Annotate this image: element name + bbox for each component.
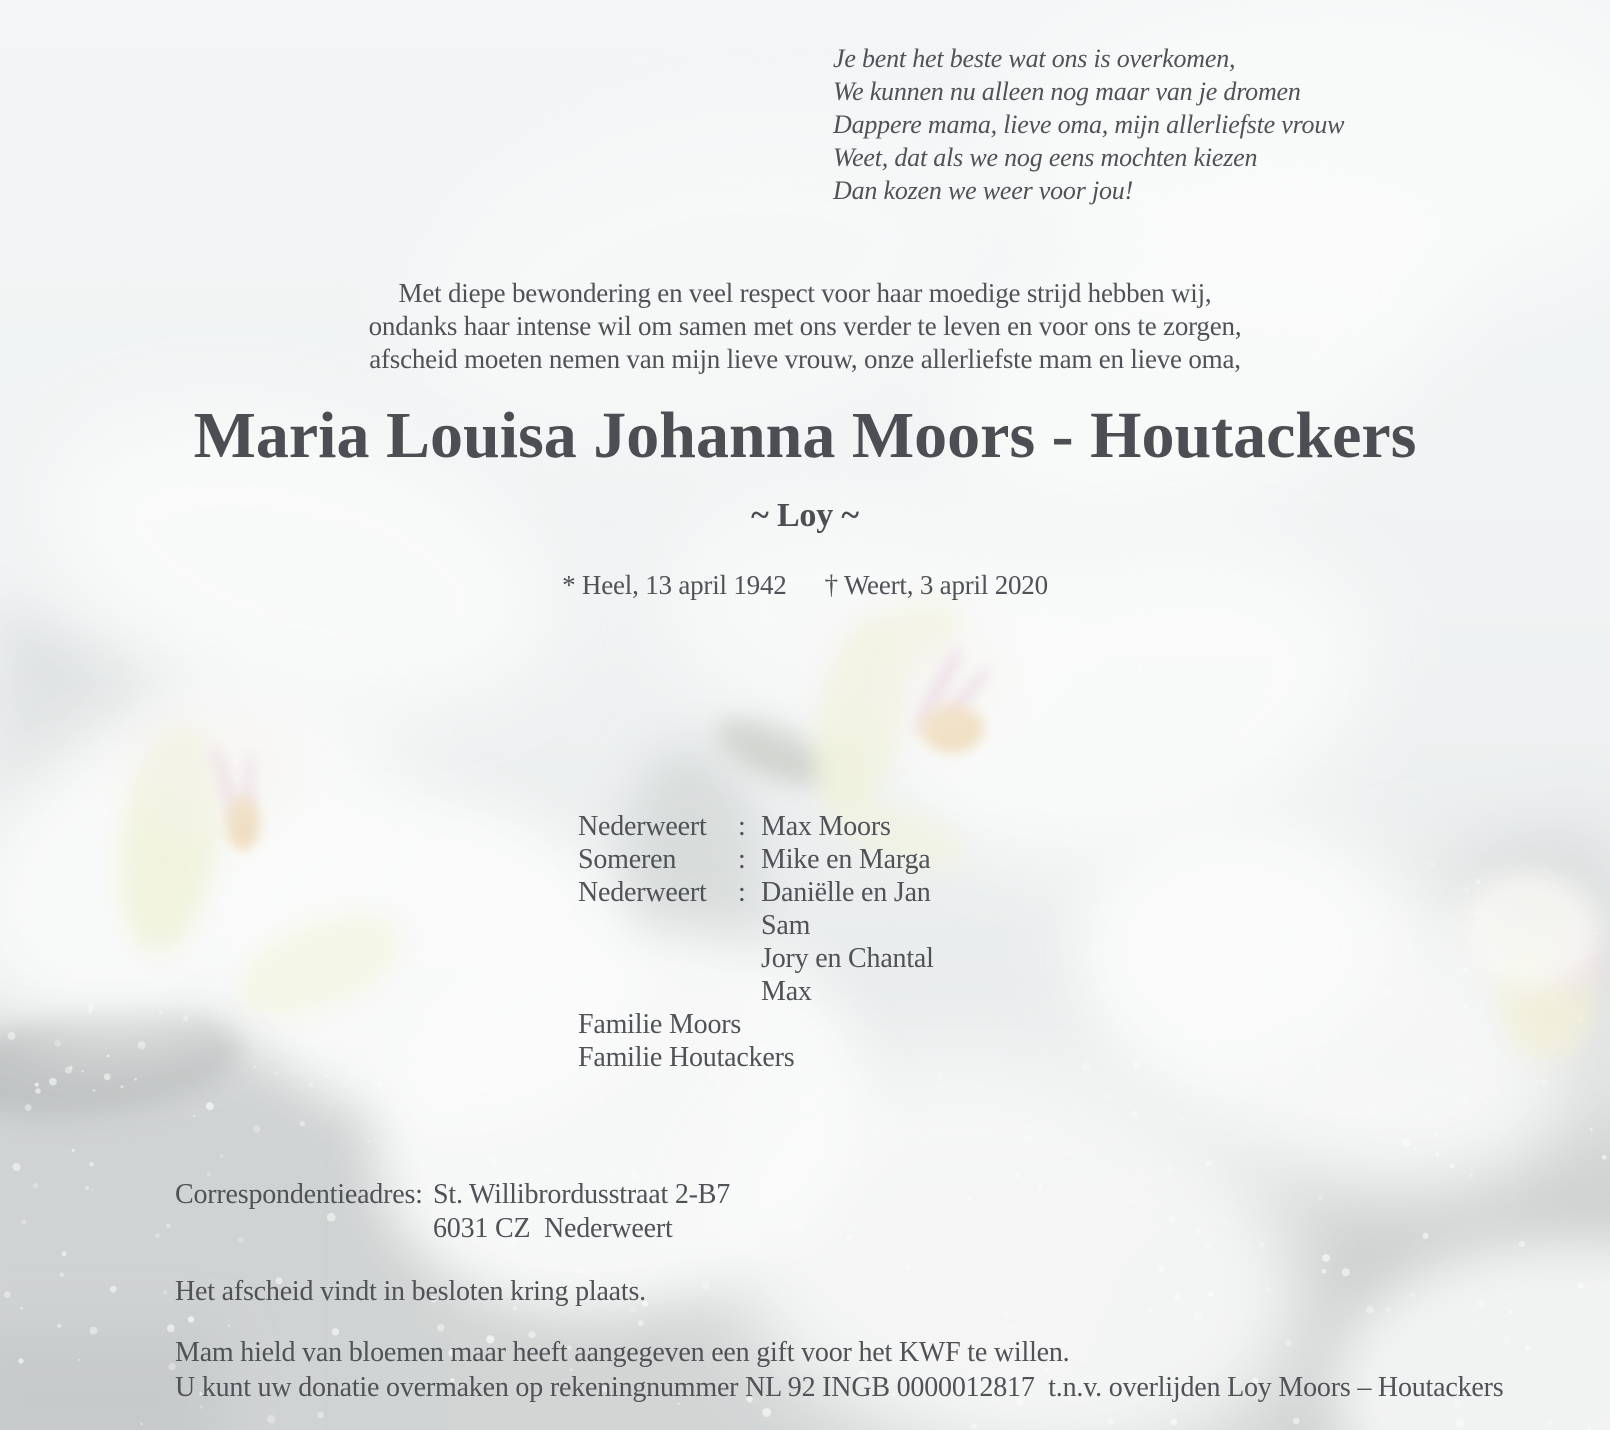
deceased-nickname: ~ Loy ~	[751, 497, 859, 534]
family-colon	[738, 942, 761, 975]
intro-text	[0, 277, 1610, 376]
family-names: Daniëlle en Jan	[761, 877, 931, 908]
correspondence-label: Correspondentieadres:	[175, 1179, 423, 1210]
family-place: Nederweert	[578, 877, 707, 908]
family-place: Someren	[578, 844, 677, 875]
family-colon: :	[738, 877, 746, 908]
poem-line: We kunnen nu alleen nog maar van je dromen	[833, 77, 1301, 106]
family-list	[578, 810, 934, 1074]
family-colon	[738, 975, 761, 1008]
family-row	[578, 810, 934, 843]
family-surname-line: Familie Houtackers	[578, 1042, 795, 1073]
family-colon: :	[738, 844, 746, 875]
poem-line: Je bent het beste wat ons is overkomen,	[833, 44, 1236, 73]
family-row	[578, 876, 934, 909]
intro-line: ondanks haar intense wil om samen met ons verder te leven en voor ons te zorgen,	[368, 311, 1242, 341]
family-names: Max Moors	[761, 811, 891, 842]
family-row	[578, 942, 934, 975]
death-date: † Weert, 3 april 2020	[824, 570, 1048, 600]
family-colon	[738, 909, 761, 942]
family-place: Nederweert	[578, 811, 707, 842]
life-dates	[0, 569, 1610, 602]
correspondence-address	[175, 1178, 730, 1246]
family-names: Mike en Marga	[761, 844, 931, 875]
family-place	[578, 975, 738, 1008]
family-names: Max	[761, 976, 812, 1007]
address-line: 6031 CZ Nederweert	[433, 1213, 673, 1244]
poem-line: Dan kozen we weer voor jou!	[833, 176, 1134, 205]
family-colon: :	[738, 811, 746, 842]
deceased-name: Maria Louisa Johanna Moors - Houtackers	[193, 399, 1417, 472]
intro-line: afscheid moeten nemen van mijn lieve vrouw, onze allerliefste mam en lieve oma,	[369, 344, 1241, 374]
address-line: St. Willibrordusstraat 2-B7	[433, 1179, 731, 1210]
donation-note: Mam hield van bloemen maar heeft aangegeven een gift voor het KWF te willen.	[175, 1337, 1070, 1368]
family-names: Sam	[761, 910, 811, 941]
farewell-note: Het afscheid vindt in besloten kring plaats.	[175, 1276, 646, 1307]
intro-line: Met diepe bewondering en veel respect voor haar moedige strijd hebben wij,	[398, 278, 1212, 308]
family-surname-line: Familie Moors	[578, 1009, 742, 1040]
family-row	[578, 975, 934, 1008]
family-row	[578, 843, 934, 876]
family-place	[578, 909, 738, 942]
poem	[833, 42, 1344, 207]
family-names: Jory en Chantal	[761, 943, 934, 974]
poem-line: Dappere mama, lieve oma, mijn allerliefste vrouw	[833, 110, 1345, 139]
correspondence-lines	[433, 1178, 730, 1246]
family-row	[578, 909, 934, 942]
poem-line: Weet, dat als we nog eens mochten kiezen	[833, 143, 1258, 172]
donation-account-note: U kunt uw donatie overmaken op rekeningnummer NL 92 INGB 0000012817 t.n.v. overlijden Loy Moors – Houtackers	[175, 1372, 1504, 1403]
birth-date: * Heel, 13 april 1942	[562, 570, 787, 600]
family-place	[578, 942, 738, 975]
